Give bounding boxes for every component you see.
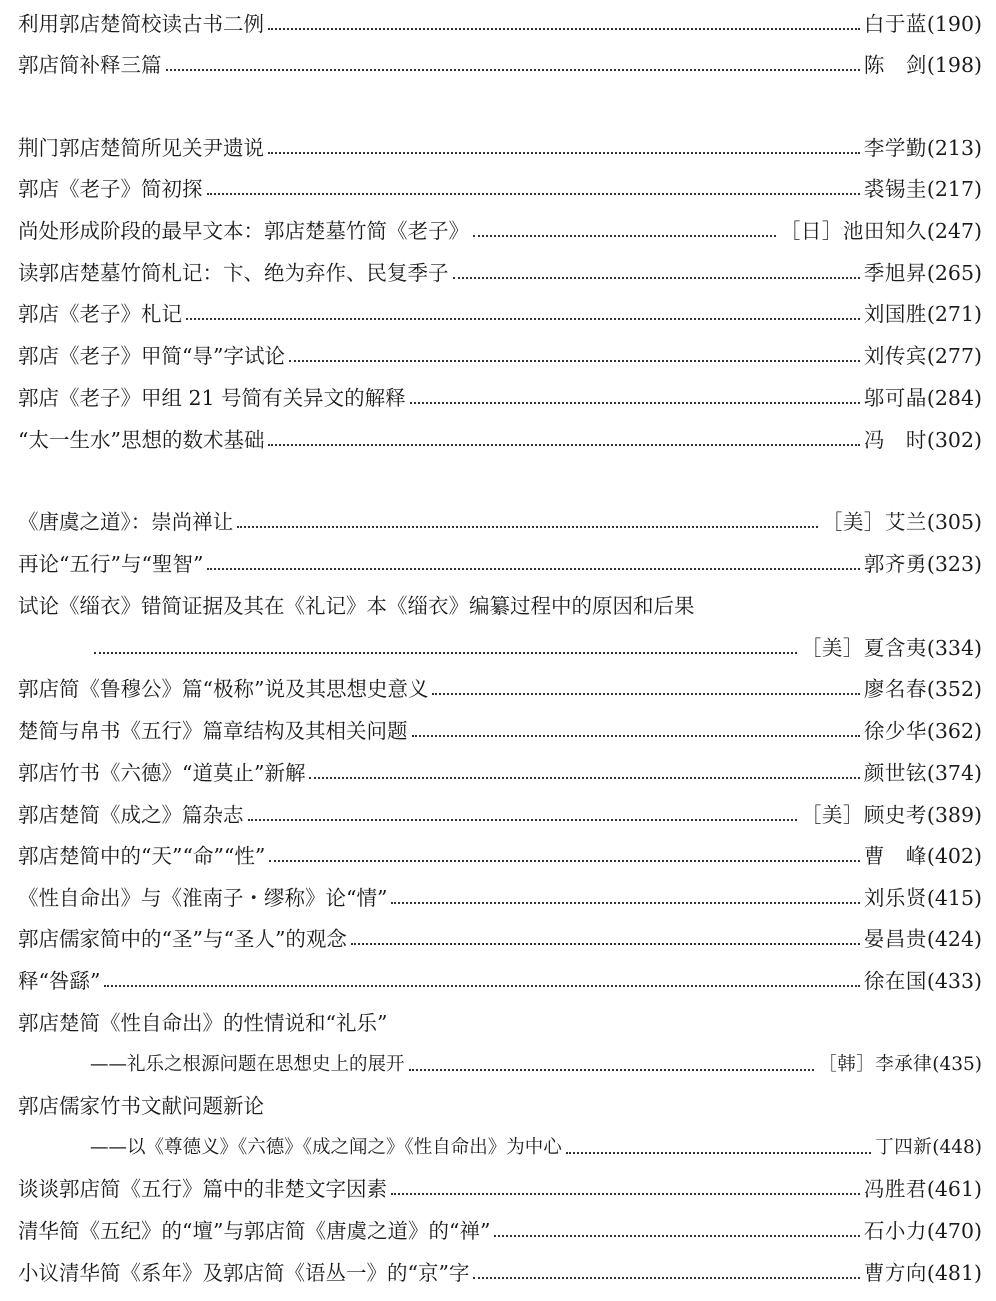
toc-entry-page-number: ( 305 ) [927,509,982,535]
toc-entry-title: 谈谈郭店简《五行》篇中的非楚文字因素 [18,1177,387,1201]
toc-entry-title: 郭店儒家竹书文献问题新论 [18,1094,264,1118]
toc-entry-page-number: ( 470 ) [927,1218,982,1244]
toc-entry [18,796,982,828]
toc-entry-author: 邬可晶 [863,386,927,410]
toc-entry-author: ［美］艾兰 [821,510,927,534]
toc-entry-title: 利用郭店楚简校读古书二例 [18,12,264,36]
toc-entry [18,503,982,535]
dot-leader [410,402,860,404]
toc-entry-page-number: ( 402 ) [927,843,982,869]
toc-entry [18,5,982,37]
toc-entry [18,170,982,202]
toc-entry-page-number: ( 277 ) [927,343,982,369]
toc-entry-title: 郭店《老子》简初探 [18,177,203,201]
toc-entry-page-number: ( 424 ) [927,926,982,952]
toc-entry [18,254,982,286]
toc-entry-author: 徐在国 [863,969,927,993]
toc-entry-title: 清华简《五纪》的“壇”与郭店简《唐虞之道》的“禅” [18,1219,491,1243]
toc-entry [18,1212,982,1244]
toc-entry-title: 荆门郭店楚简所见关尹遗说 [18,136,264,160]
toc-entry [18,421,982,453]
toc-entry-title: 再论“五行”与“聖智” [18,552,204,576]
toc-entry [18,129,982,161]
toc-entry-author: ［日］池田知久 [779,219,927,243]
toc-entry-page-number: ( 323 ) [927,551,982,577]
toc-entry-title: 试论《缁衣》错简证据及其在《礼记》本《缁衣》编纂过程中的原因和后果 [18,594,695,618]
toc-entry-author: 廖名春 [863,677,927,701]
toc-entry-title: 郭店竹书《六德》“道莫止”新解 [18,761,306,785]
toc-entry-author: 晏昌贵 [863,927,927,951]
toc-entry-title: 郭店《老子》甲组 21 号简有关异文的解释 [18,386,406,410]
toc-entry [18,712,982,744]
toc-entry-page-number: ( 271 ) [927,301,982,327]
dot-leader [268,444,859,446]
toc-entry [18,295,982,327]
dot-leader [453,277,860,279]
toc-entry-title: 郭店楚简《性自命出》的性情说和“礼乐” [18,1011,388,1035]
dot-leader [248,819,797,821]
toc-entry-page-number: ( 461 ) [927,1176,982,1202]
dot-leader [186,318,860,320]
toc-entry-author: 刘乐贤 [863,886,927,910]
toc-entry-page-number: ( 334 ) [927,635,982,661]
toc-entry [18,1087,982,1119]
toc-entry [18,837,982,869]
toc-entry-author: 郭齐勇 [863,552,927,576]
toc-entry-author: 白于蓝 [863,12,927,36]
toc-entry [18,46,982,78]
toc-entry-page-number: ( 481 ) [927,1260,982,1286]
toc-entry [18,337,982,369]
dot-leader [432,693,859,695]
toc-entry-author: 季旭昇 [863,261,927,285]
toc-entry-page-number: ( 352 ) [927,676,982,702]
dot-leader [409,1069,815,1071]
toc-entry-author: 冯胜君 [863,1177,927,1201]
dot-leader [391,902,859,904]
toc-entry-title: 郭店楚简《成之》篇杂志 [18,803,244,827]
toc-entry-title: 尚处形成阶段的最早文本：郭店楚墓竹简《老子》 [18,219,469,243]
dot-leader [566,1152,871,1154]
toc-entry-page-number: ( 374 ) [927,760,982,786]
toc-entry-author: ［美］顾史考 [800,803,927,827]
dot-leader [309,777,859,779]
dot-leader [94,652,797,654]
toc-entry-page-number: ( 217 ) [927,176,982,202]
toc-entry-title: 郭店儒家简中的“圣”与“圣人”的观念 [18,927,347,951]
dot-leader [473,1277,859,1279]
toc-entry [18,920,982,952]
toc-entry-title: “太一生水”思想的数术基础 [18,428,265,452]
toc-entry-page-number: ( 448 ) [932,1135,982,1161]
toc-entry-author: 刘国胜 [863,302,927,326]
toc-entry-page-number: ( 389 ) [927,802,982,828]
toc-entry-title: 读郭店楚墓竹简札记：卞、绝为弃作、民复季子 [18,261,449,285]
dot-leader [473,235,776,237]
toc-entry-subtitle: ——以《尊德义》《六德》《成之闻之》《性自命出》为中心 [90,1137,562,1158]
toc-entry-page-number: ( 435 ) [932,1052,982,1078]
toc-entry [18,379,982,411]
toc-entry [18,1170,982,1202]
toc-entry-title: 郭店简《鲁穆公》篇“极称”说及其思想史意义 [18,677,429,701]
dot-leader [207,568,859,570]
toc-entry [18,587,982,619]
toc-entry-author: 丁四新 [875,1137,933,1158]
toc-entry-author: 裘锡圭 [863,177,927,201]
toc-entry-page-number: ( 213 ) [927,135,982,161]
toc-entry-page-number: ( 433 ) [927,968,982,994]
toc-entry-author: 颜世铉 [863,761,927,785]
toc-entry-title: 郭店《老子》札记 [18,302,182,326]
dot-leader [494,1235,859,1237]
toc-entry-page-number: ( 284 ) [927,385,982,411]
toc-entry-page-number: ( 247 ) [927,218,982,244]
toc-entry-author: 冯 时 [863,428,927,452]
dot-leader [351,943,860,945]
toc-entry-author: 陈 剑 [863,53,927,77]
toc-entry [18,1254,982,1286]
toc-entry [90,1129,982,1161]
toc-entry [90,629,982,661]
toc-entry-author: 曹方向 [863,1261,927,1285]
toc-entry-title: 郭店《老子》甲简“㝵”字试论 [18,344,285,368]
toc-entry-title: 释“咎繇” [18,969,101,993]
toc-entry [18,879,982,911]
dot-leader [269,860,859,862]
toc-entry-title: 郭店楚简中的“天”“命”“性” [18,844,266,868]
toc-entry-page-number: ( 190 ) [927,11,982,37]
toc-entry-title: 《唐虞之道》：崇尚禅让 [18,510,234,534]
toc-entry-page-number: ( 265 ) [927,260,982,286]
toc-entry-page-number: ( 362 ) [927,718,982,744]
dot-leader [104,985,859,987]
toc-entry-author: ［韩］李承律 [818,1054,933,1075]
toc-entry-author: 徐少华 [863,719,927,743]
toc-entry-title: 楚简与帛书《五行》篇章结构及其相关问题 [18,719,408,743]
toc-entry [18,670,982,702]
toc-entry [18,545,982,577]
toc-entry-title: 《性自命出》与《淮南子・缪称》论“情” [18,886,388,910]
toc-entry-author: 石小力 [863,1219,927,1243]
dot-leader [268,152,860,154]
toc-entry [18,1004,982,1036]
toc-entry-author: ［美］夏含夷 [800,636,927,660]
toc-entry-subtitle: ——礼乐之根源问题在思想史上的展开 [90,1054,405,1075]
dot-leader [166,69,860,71]
toc-entry-author: 李学勤 [863,136,927,160]
toc-entry-page-number: ( 302 ) [927,427,982,453]
toc-entry-page-number: ( 198 ) [927,52,982,78]
dot-leader [412,735,860,737]
dot-leader [207,193,860,195]
toc-entry [18,212,982,244]
toc-entry-title: 小议清华简《系年》及郭店简《语丛一》的“京”字 [18,1261,470,1285]
dot-leader [391,1193,860,1195]
toc-entry-author: 刘传宾 [863,344,927,368]
toc-entry [90,1046,982,1078]
toc-entry-page-number: ( 415 ) [927,885,982,911]
dot-leader [237,526,818,528]
dot-leader [268,28,860,30]
toc-entry-author: 曹 峰 [863,844,927,868]
toc-entry-title: 郭店简补释三篇 [18,53,162,77]
toc-entry [18,962,982,994]
dot-leader [289,360,860,362]
toc-entry [18,754,982,786]
